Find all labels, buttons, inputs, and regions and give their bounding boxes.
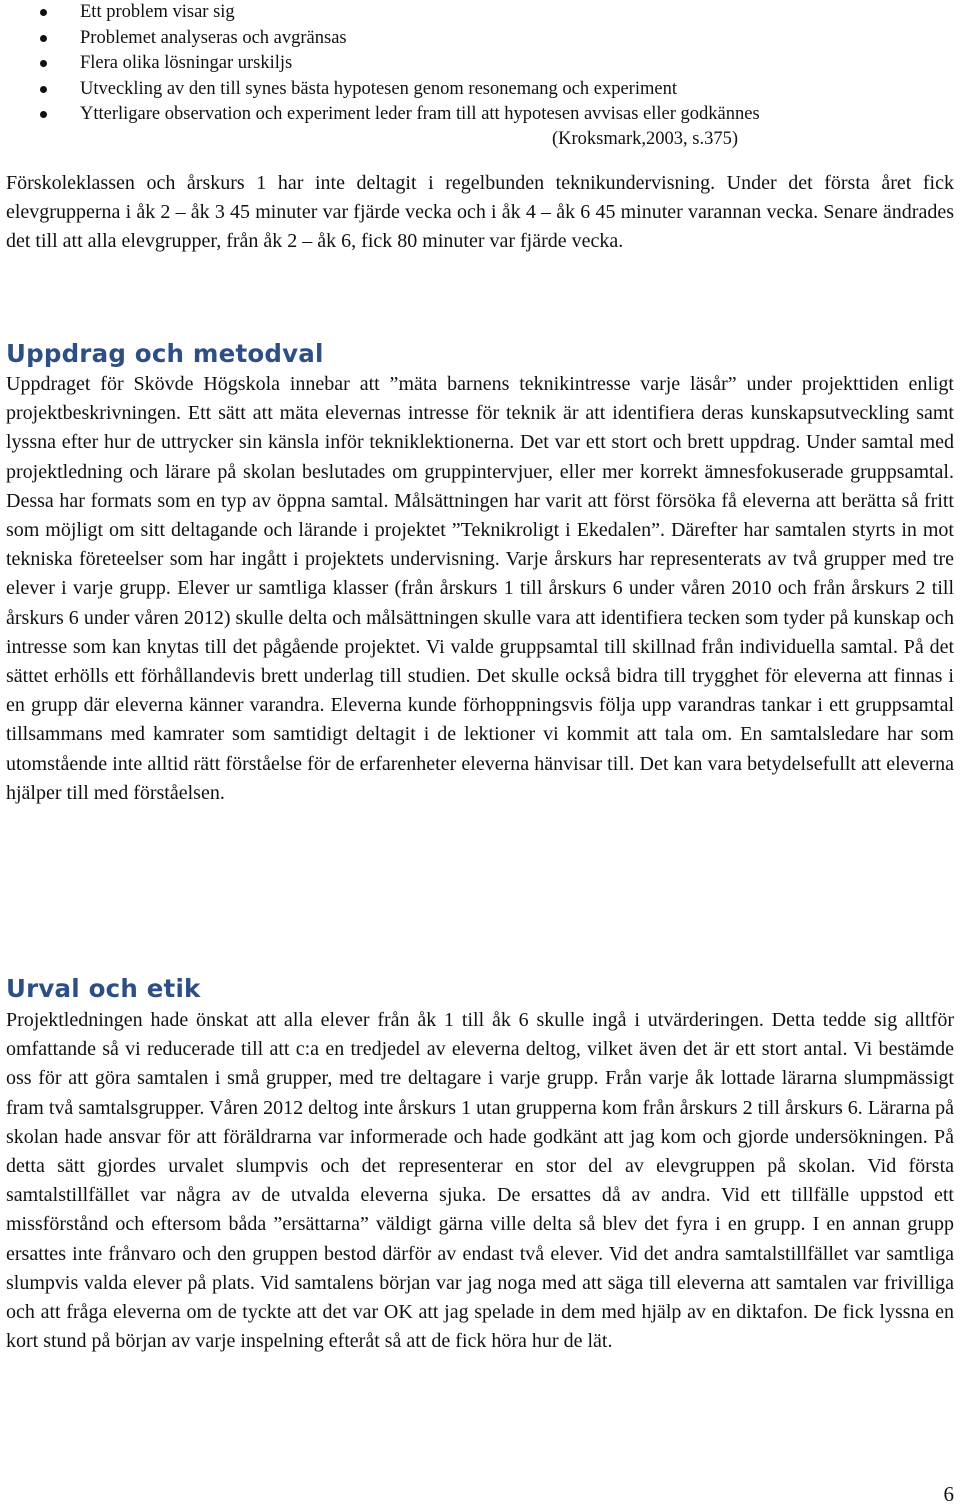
section-heading-uppdrag: Uppdrag och metodval [6, 339, 324, 368]
bullet-item: Ett problem visar sig [0, 0, 960, 26]
bullet-item: Flera olika lösningar urskiljs [0, 51, 960, 77]
bullet-item: Problemet analyseras och avgränsas [0, 26, 960, 52]
page-number: 6 [943, 1482, 954, 1506]
bullet-icon [40, 86, 47, 93]
bullet-icon [40, 60, 47, 67]
bullet-icon [40, 35, 47, 42]
section-body-uppdrag: Uppdraget för Skövde Högskola innebar att ”mäta barnens teknikintresse varje läsår” under projekttiden enligt projektbeskrivningen. Ett sätt att mäta elevernas intresse för teknik är att identifiera deras kunskapsutveckling samt lyssna efter hur de uttrycker sin känsla inför tekniklektionerna. Det var ett stort och brett uppdrag. Under samtal med projektledning och lärare på skolan beslutades om gruppintervjuer, eller mer korrekt ämnesfokuserade gruppsamtal. Dessa har formats som en typ av öppna samtal. Målsättningen har varit att först försöka få eleverna att berätta så fritt som möjligt om sitt deltagande och lärande i projektet ”Teknikroligt i Ekedalen”. Därefter har samtalen styrts in mot tekniska företeelser som har ingått i projektets undervisning. Varje årskurs har representerats av två grupper med tre elever i varje grupp. Elever ur samtliga klasser (från årskurs 1 till årskurs 6 under våren 2010 och från årskurs 2 till årskurs 6 under våren 2012) skulle delta och målsättningen skulle vara att identifiera tecken som tyder på kunskap och intresse som kan knytas till det pågående projektet. Vi valde gruppsamtal till skillnad från individuella samtal. På det sättet erhölls ett förhållandevis brett underlag till studien. Det skulle också bidra till trygghet för eleverna att finnas i en grupp där eleverna känner varandra. Eleverna kunde förhoppningsvis följa upp varandras tankar i ett gruppsamtal tillsammans med kamrater som samtidigt deltagit i de lektioner vi kommit att tala om. En samtalsledare har som utomstående inte alltid rätt förståelse för de erfarenheter eleverna hänvisar till. Det kan vara betydelsefullt att eleverna hjälper till med förståelsen. [6, 373, 954, 804]
bullet-icon [40, 111, 47, 118]
section-body-urval: Projektledningen hade önskat att alla elever från åk 1 till åk 6 skulle ingå i utvärderingen. Detta tedde sig alltför omfattande så vi reducerade till att c:a en tredjedel av eleverna deltog, vilket även det är ett stort antal. Vi bestämde oss för att göra samtalen i små grupper, med tre deltagare i varje grupp. Från varje åk lottade lärarna slumpmässigt fram två samtalsgrupper. Våren 2012 deltog inte årskurs 1 utan grupperna kom från årskurs 2 till årskurs 6. Lärarna på skolan hade ansvar för att föräldrarna var informerade och hade godkänt att jag kom och gjorde undersökningen. På detta sätt gjordes urvalet slumpvis och det representerar en stor del av elevgruppen på skolan. Vid första samtalstillfället var några av de utvalda eleverna sjuka. De ersattes då av andra. Vid ett tillfälle uppstod ett missförstånd och eftersom båda ”ersättarna” väldigt gärna ville delta så blev det fyra i en grupp. I en annan grupp ersattes inte frånvaro och den gruppen bestod därför av endast två elever. Vid det andra samtalstillfället var samtliga slumpvis valda elever på plats. Vid samtalens början var jag noga med att säga till eleverna att samtalen var frivilliga och att fråga eleverna om de tyckte att det var OK att jag spelade in dem med hjälp av en diktafon. De fick lyssna en kort stund på början av varje inspelning efteråt så att de fick höra hur de lät. [6, 1009, 954, 1353]
bullet-item: Utveckling av den till synes bästa hypotesen genom resonemang och experiment [0, 77, 960, 103]
bullet-icon [40, 9, 47, 16]
bullet-item: Ytterligare observation och experiment leder fram till att hypotesen avvisas eller godkännes [0, 102, 960, 128]
citation: (Kroksmark,2003, s.375) [552, 129, 739, 149]
intro-paragraph: Förskoleklassen och årskurs 1 har inte deltagit i regelbunden teknikundervisning. Under det första året fick elevgrupperna i åk 2 – åk 3 45 minuter var fjärde vecka och i åk 4 – åk 6 45 minuter varannan vecka. Senare ändrades det till att alla elevgrupper, från åk 2 – åk 6, fick 80 minuter var fjärde vecka. [6, 172, 954, 253]
bullet-list [0, 0, 960, 128]
section-heading-urval: Urval och etik [6, 974, 201, 1003]
